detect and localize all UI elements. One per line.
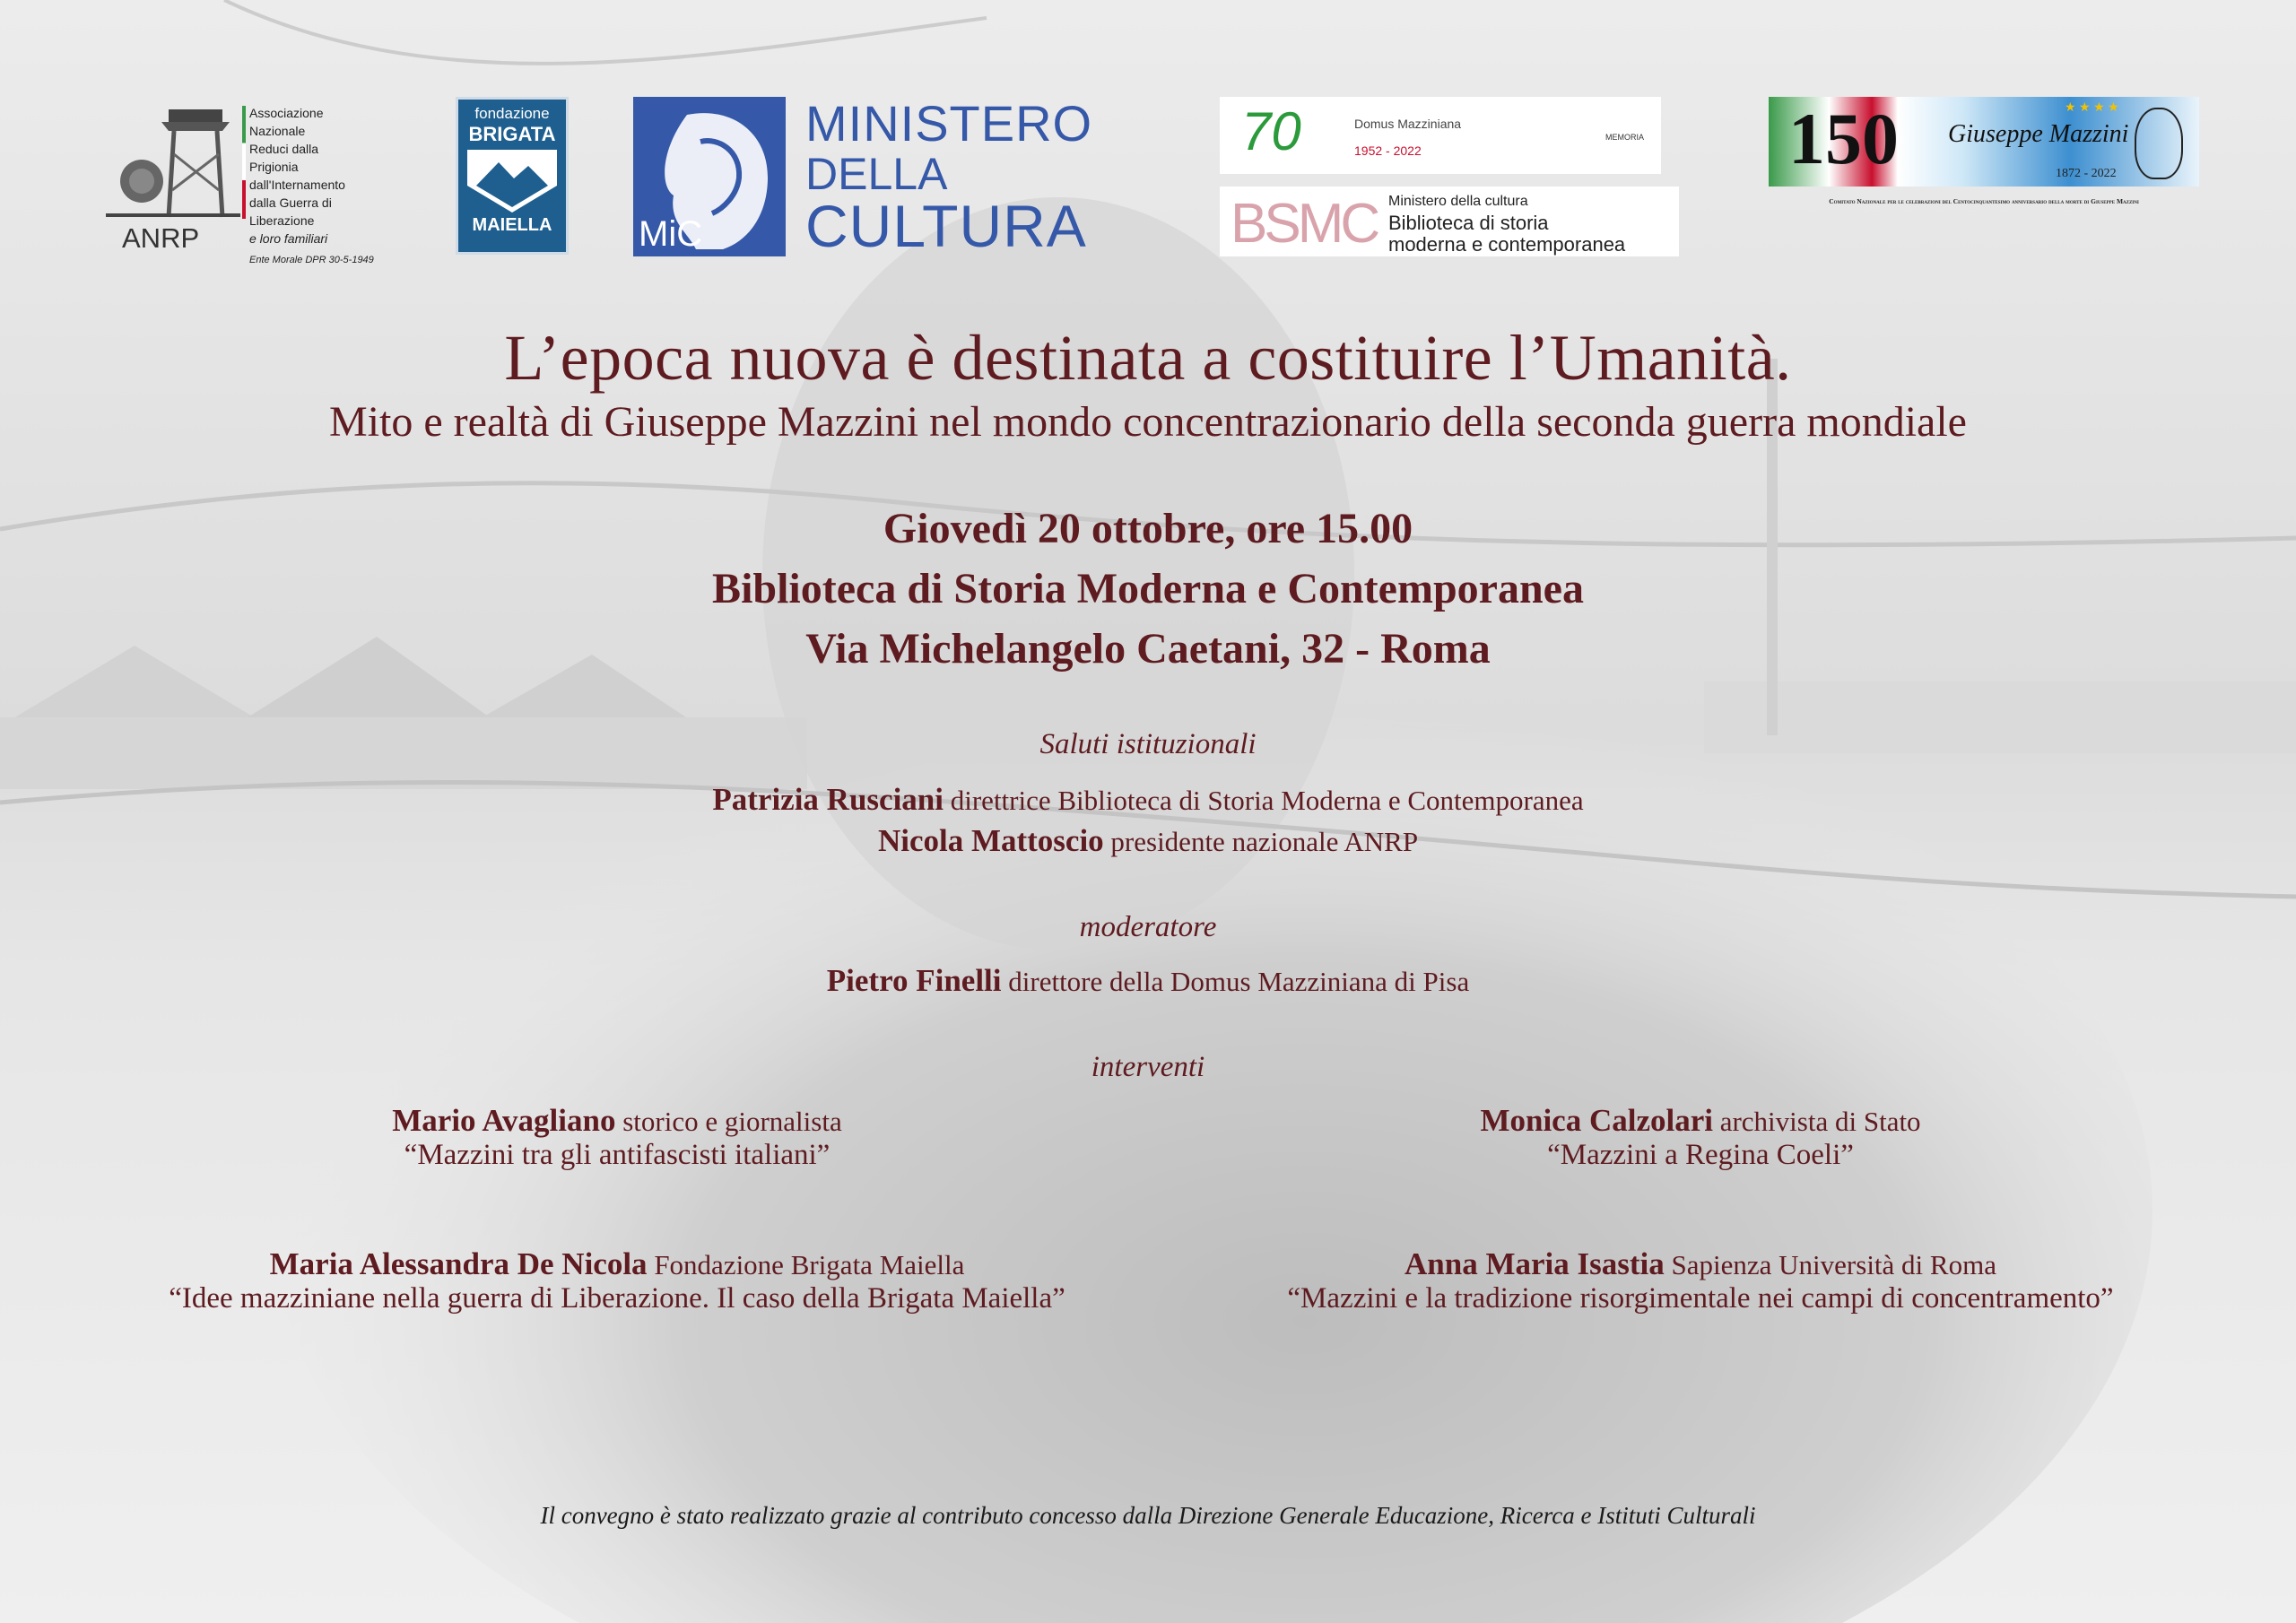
anrp-line: dalla Guerra di Liberazione bbox=[249, 195, 332, 228]
talks-label: interventi bbox=[1091, 1051, 1205, 1083]
greeting-speaker bbox=[0, 823, 2296, 859]
bsmc-line2: Biblioteca di storia bbox=[1388, 212, 1549, 234]
ministero-line1: MINISTERO bbox=[805, 95, 1093, 152]
mazzini-portrait-icon bbox=[2135, 108, 2183, 179]
talk-title: “Mazzini a Regina Coeli” bbox=[1547, 1139, 1854, 1171]
event-address: Via Michelangelo Caetani, 32 - Roma bbox=[805, 625, 1491, 673]
speaker-role: direttrice Biblioteca di Storia Moderna e Contemporanea bbox=[950, 785, 1584, 816]
anrp-line: Associazione bbox=[249, 106, 324, 120]
speaker-role: Fondazione Brigata Maiella bbox=[654, 1249, 965, 1280]
speaker-name: Maria Alessandra De Nicola bbox=[269, 1246, 648, 1281]
talk-item bbox=[1252, 1103, 2149, 1172]
speaker-name: Patrizia Rusciani bbox=[712, 782, 944, 817]
brigata-line1: fondazione bbox=[474, 105, 550, 122]
mazzini150-caption: Comitato Nazionale per le celebrazioni del Centocinquantesimo anniversario della morte di Giuseppe Mazzini bbox=[1829, 197, 2139, 205]
domus-mazziniana-logo bbox=[1220, 97, 1661, 174]
mountain-shield-icon bbox=[467, 150, 557, 213]
event-details bbox=[0, 499, 2296, 679]
speaker-role: archivista di Stato bbox=[1719, 1106, 1921, 1137]
brigata-maiella-logo bbox=[456, 97, 569, 255]
domus-number: 70 bbox=[1241, 101, 1301, 161]
speaker-role: direttore della Domus Mazziniana di Pisa bbox=[1008, 966, 1470, 997]
bsmc-line1: Ministero della cultura bbox=[1388, 194, 1528, 209]
talk-title: “Mazzini e la tradizione risorgimentale nei campi di concentramento” bbox=[1287, 1282, 2114, 1315]
speaker-role: presidente nazionale ANRP bbox=[1110, 826, 1419, 857]
speaker-name: Anna Maria Isastia bbox=[1405, 1246, 1665, 1281]
mazzini150-number: 150 bbox=[1788, 98, 1899, 179]
talk-title: “Idee mazziniane nella guerra di Liberazione. Il caso della Brigata Maiella” bbox=[169, 1282, 1065, 1315]
ministero-line2: DELLA bbox=[805, 149, 948, 199]
bsmc-monogram-icon: BSMC bbox=[1231, 193, 1378, 255]
event-subtitle: Mito e realtà di Giuseppe Mazzini nel mondo concentrazionario della seconda guerra mondiale bbox=[329, 398, 1967, 446]
anrp-line: Nazionale bbox=[249, 124, 306, 138]
mazzini-150-logo bbox=[1769, 97, 2199, 228]
anrp-logo bbox=[106, 100, 393, 265]
moderator-label: moderatore bbox=[1079, 911, 1217, 943]
speaker-name: Monica Calzolari bbox=[1480, 1103, 1713, 1138]
speaker-name: Nicola Mattoscio bbox=[877, 823, 1104, 858]
mazzini150-years: 1872 - 2022 bbox=[2056, 167, 2117, 180]
anrp-line: Reduci dalla bbox=[249, 142, 319, 156]
moderator-speaker bbox=[0, 963, 2296, 999]
anrp-line: Prigionia bbox=[249, 160, 299, 174]
greetings-label: Saluti istituzionali bbox=[1039, 728, 1257, 760]
eu-stars-icon: ★ ★ ★ ★ bbox=[2065, 101, 2119, 115]
speaker-role: storico e giornalista bbox=[622, 1106, 842, 1137]
talk-title: “Mazzini tra gli antifascisti italiani” bbox=[404, 1139, 831, 1171]
mic-text: MiC bbox=[639, 214, 703, 254]
footer-note: Il convegno è stato realizzato grazie al contributo concesso dalla Direzione Generale Educazione, Ricerca e Istituti Culturali bbox=[540, 1502, 1756, 1529]
brigata-line2: BRIGATA bbox=[468, 123, 556, 145]
talk-item bbox=[79, 1246, 1155, 1315]
bsmc-line3: moderna e contemporanea bbox=[1388, 233, 1626, 256]
talk-item bbox=[1162, 1246, 2239, 1315]
speaker-name: Mario Avagliano bbox=[392, 1103, 616, 1138]
event-venue: Biblioteca di Storia Moderna e Contemporanea bbox=[712, 565, 1584, 612]
ministero-cultura-logo bbox=[633, 97, 1126, 258]
mic-badge bbox=[633, 97, 786, 256]
speaker-role: Sapienza Università di Roma bbox=[1671, 1249, 1996, 1280]
mazzini150-signature: Giuseppe Mazzini bbox=[1948, 120, 2129, 148]
domus-years: 1952 - 2022 bbox=[1354, 143, 1422, 158]
watchtower-rose-icon bbox=[106, 100, 240, 226]
greeting-speaker bbox=[0, 782, 2296, 818]
anrp-line: e loro familiari bbox=[249, 231, 328, 246]
talk-item bbox=[169, 1103, 1065, 1172]
event-title: L’epoca nuova è destinata a costituire l’Umanità. bbox=[504, 322, 1792, 394]
bsmc-logo bbox=[1220, 187, 1679, 256]
brigata-line3: MAIELLA bbox=[472, 215, 552, 235]
event-date: Giovedì 20 ottobre, ore 15.00 bbox=[883, 505, 1413, 552]
anrp-acronym: ANRP bbox=[122, 222, 200, 254]
domus-memoria: MEMORIA bbox=[1605, 133, 1645, 142]
speaker-name: Pietro Finelli bbox=[826, 963, 1002, 998]
anrp-line: dall'Internamento bbox=[249, 178, 345, 192]
ministero-line3: CULTURA bbox=[805, 193, 1087, 259]
anrp-italian-flag bbox=[242, 106, 246, 219]
domus-name: Domus Mazziniana bbox=[1354, 117, 1462, 131]
anrp-legal-note: Ente Morale DPR 30-5-1949 bbox=[249, 255, 374, 265]
